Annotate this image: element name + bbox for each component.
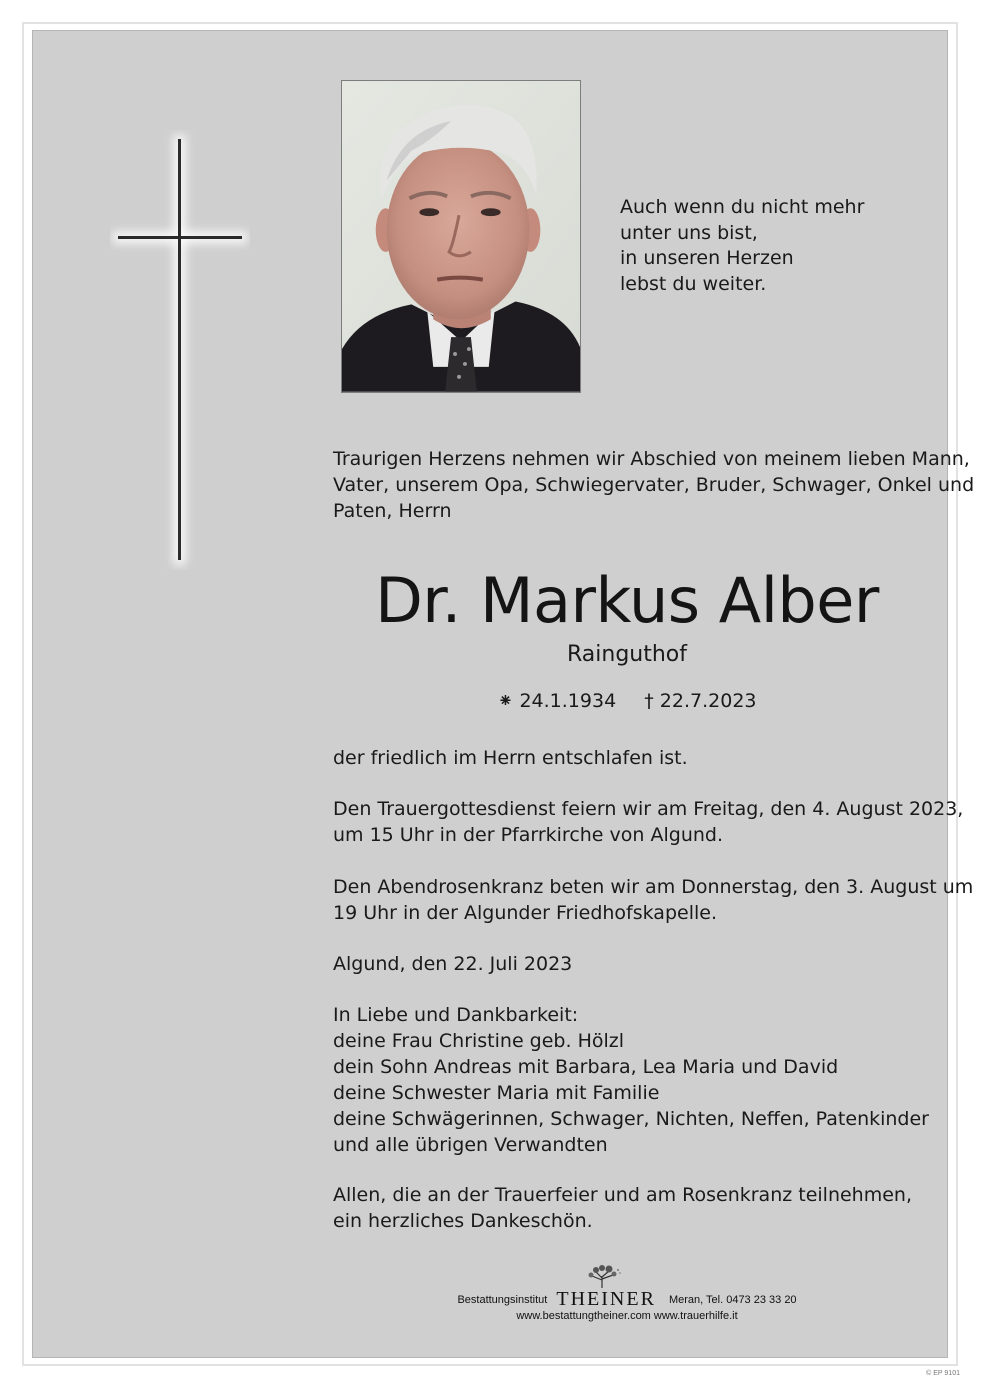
mourner-line: deine Schwägerinnen, Schwager, Nichten, Neffen, Patenkinder <box>333 1108 929 1130</box>
rosary-line: 19 Uhr in der Algunder Friedhofskapelle. <box>333 902 717 924</box>
service-line: um 15 Uhr in der Pfarrkirche von Algund. <box>333 824 724 846</box>
deceased-place: Rainguthof <box>566 642 688 667</box>
death-date: 22.7.2023 <box>659 690 757 712</box>
intro-paragraph <box>333 446 975 524</box>
portrait-photo <box>341 80 581 393</box>
thanks-paragraph <box>333 1182 933 1234</box>
intro-line: Vater, unserem Opa, Schwiegervater, Bruder, Schwager, Onkel und <box>333 474 975 496</box>
service-line: Den Trauergottesdienst feiern wir am Freitag, den 4. August 2023, <box>333 798 964 820</box>
birth-date: 24.1.1934 <box>519 690 617 712</box>
quote-line: Auch wenn du nicht mehr <box>620 196 865 218</box>
tree-logo-icon <box>582 1264 622 1288</box>
thanks-line: Allen, die an der Trauerfeier und am Rosenkranz teilnehmen, <box>333 1184 913 1206</box>
mourner-line: deine Frau Christine geb. Hölzl <box>333 1030 625 1052</box>
footer-websites: www.bestattungtheiner.com www.trauerhilfe.it <box>516 1310 738 1322</box>
cross-icon <box>110 130 250 570</box>
footer-contact: Meran, Tel. 0473 23 33 20 <box>668 1294 797 1306</box>
thanks-line: ein herzliches Dankeschön. <box>333 1210 593 1232</box>
rosary-paragraph <box>333 874 974 926</box>
funeral-home-footer <box>333 1289 921 1323</box>
copyright-mark: © EP 9101 <box>926 1370 960 1377</box>
rosary-line: Den Abendrosenkranz beten wir am Donnerstag, den 3. August um <box>333 876 974 898</box>
intro-line: Paten, Herrn <box>333 500 452 522</box>
mourner-line: In Liebe und Dankbarkeit: <box>333 1004 579 1026</box>
quote-line: in unseren Herzen <box>620 247 794 269</box>
footer-prefix: Bestattungsinstitut <box>457 1294 548 1306</box>
death-symbol: † <box>644 690 654 712</box>
place-date-line: Algund, den 22. Juli 2023 <box>333 953 573 975</box>
passed-line: der friedlich im Herrn entschlafen ist. <box>333 747 688 769</box>
funeral-home-brand <box>556 1288 663 1310</box>
intro-line: Traurigen Herzens nehmen wir Abschied von meinem lieben Mann, <box>333 448 970 470</box>
brand-text: THEINER <box>556 1288 656 1310</box>
mourner-line: und alle übrigen Verwandten <box>333 1134 608 1156</box>
mourner-line: deine Schwester Maria mit Familie <box>333 1082 660 1104</box>
place-date <box>333 951 933 977</box>
quote-block <box>620 195 900 297</box>
mourners-list <box>333 1002 933 1158</box>
birth-symbol: ⁕ <box>497 690 514 712</box>
quote-line: lebst du weiter. <box>620 272 767 295</box>
quote-line: unter uns bist, <box>620 221 758 244</box>
deceased-name: Dr. Markus Alber <box>375 564 879 637</box>
life-dates <box>333 688 921 714</box>
service-paragraph <box>333 796 964 848</box>
passed-paragraph <box>333 745 933 771</box>
mourner-line: dein Sohn Andreas mit Barbara, Lea Maria und David <box>333 1056 839 1078</box>
